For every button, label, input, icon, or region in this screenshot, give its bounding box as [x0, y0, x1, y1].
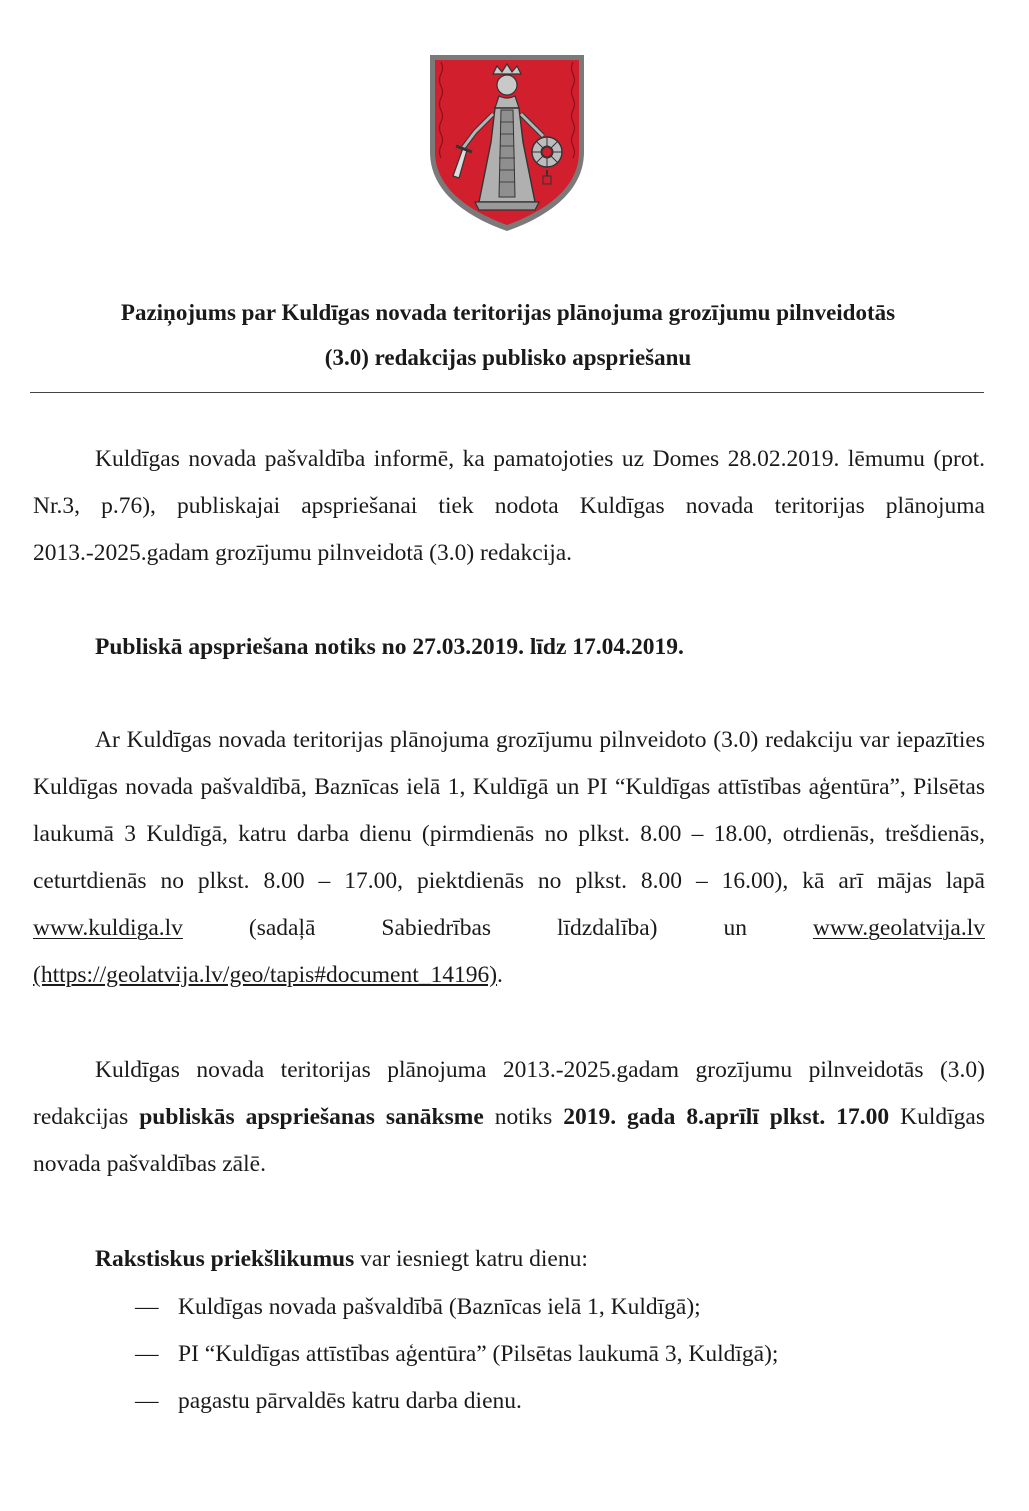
intro-paragraph: Kuldīgas novada pašvaldība informē, ka pamatojoties uz Domes 28.02.2019. lēmumu (prot. Nr.3, p.76), publiskajai apspriešanai tiek nodota Kuldīgas novada teritorijas plānojuma 2013.-2025.gadam grozījumu pilnveidotā (3.0) redakcija.: [33, 446, 985, 566]
meeting-label: publiskās apspriešanas sanāksme: [139, 1104, 484, 1130]
dash-bullet: —: [135, 1388, 159, 1414]
meeting-location: Kuldīgas novada pašvaldības zālē.: [33, 1104, 985, 1177]
meeting-datetime: 2019. gada 8.aprīlī plkst. 17.00: [563, 1104, 890, 1130]
submission-locations-list: [135, 1284, 778, 1425]
access-info-end: .: [497, 962, 503, 988]
access-info-text: Ar Kuldīgas novada teritorijas plānojuma grozījumu pilnveidoto (3.0) redakciju var iepazīties Kuldīgas novada pašvaldībā, Baznīcas ielā 1, Kuldīgā un PI “Kuldīgas attīstības aģentūra”, Pilsētas laukumā 3 Kuldīgā, katru darba dienu (pirmdienās no plkst. 8.00 – 18.00, otrdienās, trešdienās, ceturtdienās no plkst. 8.00 – 17.00, piektdienās no plkst. 8.00 – 16.00), kā arī mājas lapā: [33, 727, 985, 894]
list-item: [135, 1378, 778, 1425]
page-title: [30, 290, 986, 380]
title-line-2: (3.0) redakcijas publisko apspriešanu: [324, 345, 692, 370]
dash-bullet: —: [135, 1341, 159, 1367]
kuldiga-website-link[interactable]: www.kuldiga.lv: [33, 915, 183, 941]
access-info-paragraph: [33, 717, 985, 999]
list-item: [135, 1284, 778, 1331]
consultation-period-paragraph: Publiskā apspriešana notiks no 27.03.2019. līdz 17.04.2019.: [95, 634, 684, 660]
access-info-text-2: (sadaļā Sabiedrības līdzdalība) un: [182, 915, 813, 941]
list-item-text: PI “Kuldīgas attīstības aģentūra” (Pilsētas laukumā 3, Kuldīgā);: [178, 1341, 779, 1367]
geolatvija-website-link[interactable]: www.geolatvija.lv: [812, 915, 985, 941]
list-item: [135, 1331, 778, 1378]
dash-bullet: —: [135, 1294, 159, 1320]
title-line-1: Paziņojums par Kuldīgas novada teritorijas plānojuma grozījumu pilnveidotās: [120, 300, 896, 325]
meeting-text-2: notiks: [483, 1104, 564, 1130]
list-item-text: pagastu pārvaldēs katru darba dienu.: [178, 1388, 522, 1414]
list-item-text: Kuldīgas novada pašvaldībā (Baznīcas ielā 1, Kuldīgā);: [178, 1294, 701, 1320]
geolatvija-document-url[interactable]: (https://geolatvija.lv/geo/tapis#document_14196): [33, 962, 498, 988]
proposals-label: Rakstiskus priekšlikumus: [95, 1246, 355, 1272]
proposals-paragraph: [33, 1236, 985, 1283]
proposals-text: var iesniegt katru dienu:: [354, 1246, 588, 1272]
meeting-paragraph: [33, 1047, 985, 1188]
title-divider: [30, 392, 984, 393]
kuldiga-coat-of-arms-icon: [427, 52, 587, 234]
meeting-text: Kuldīgas novada teritorijas plānojuma 2013.-2025.gadam grozījumu pilnveidotās (3.0) redakcijas: [33, 1057, 985, 1130]
